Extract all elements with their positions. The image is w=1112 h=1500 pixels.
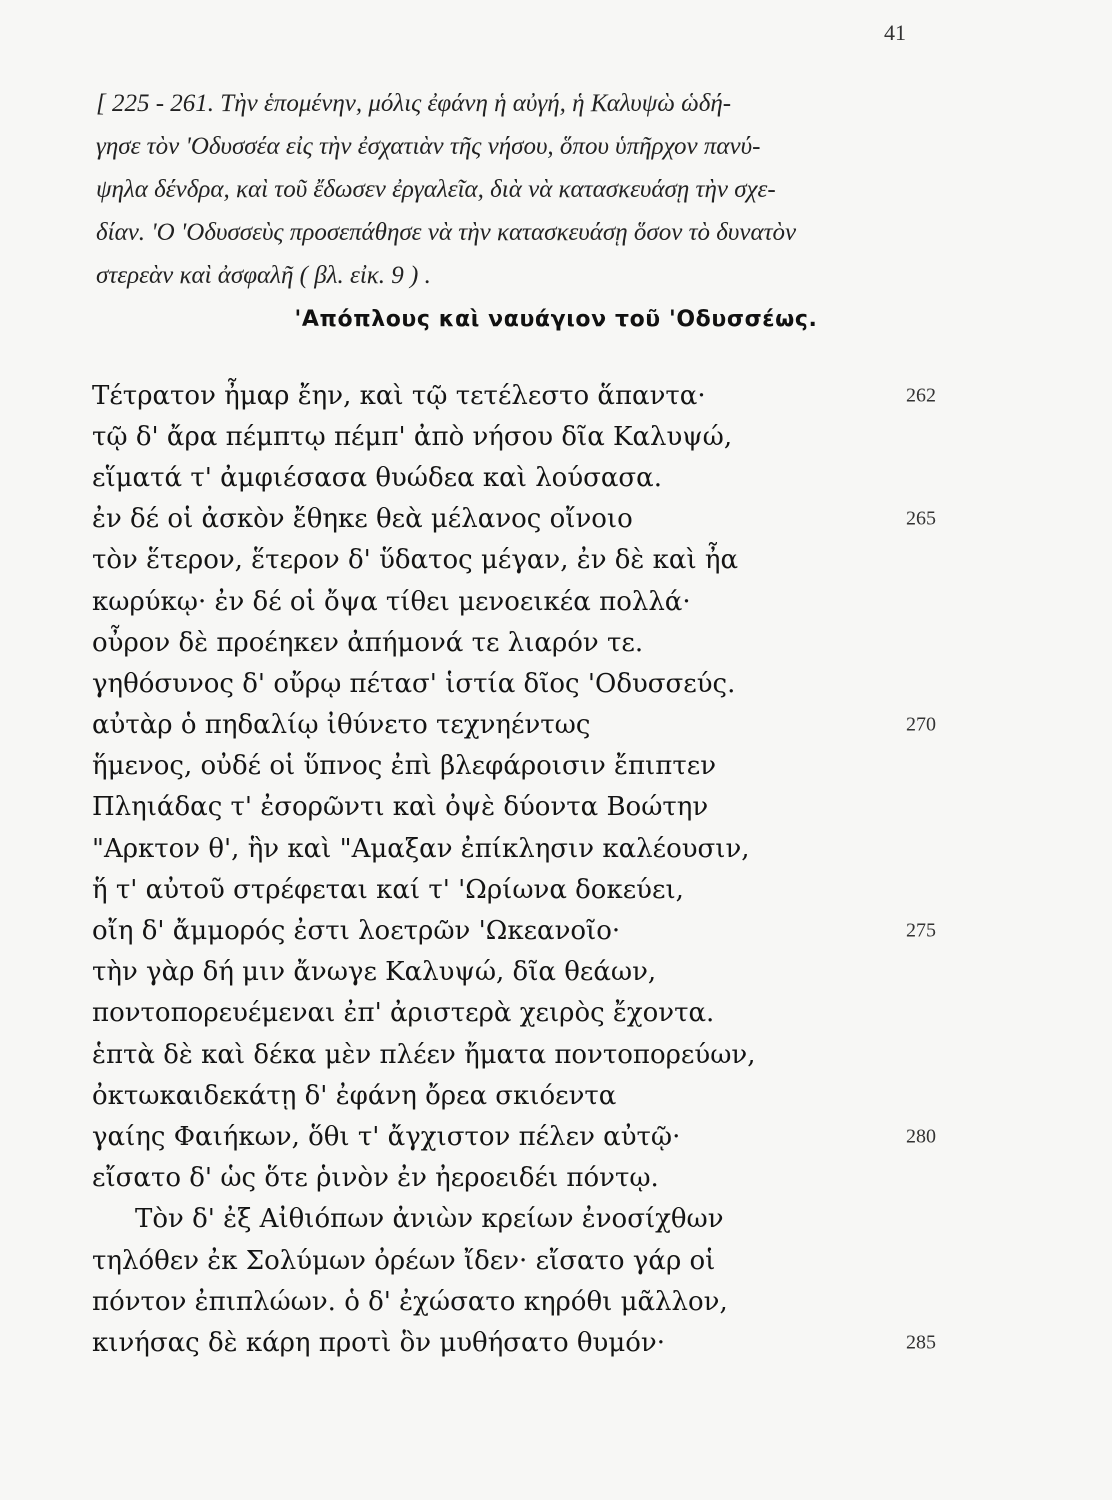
verse-line <box>92 1281 952 1322</box>
verse-text: τὸν ἕτερον, ἕτερον δ' ὕδατος μέγαν, ἐν δὲ καὶ ἦα <box>92 545 739 576</box>
verse-text: τὴν γὰρ δή μιν ἄνωγε Καλυψώ, δῖα θεάων, <box>92 957 657 988</box>
verse-line-number: 270 <box>906 713 936 736</box>
verse-text: αὐτὰρ ὁ πηδαλίῳ ἰθύνετο τεχνηέντως <box>92 710 591 741</box>
verse-line <box>92 1322 952 1363</box>
verse-line-number: 262 <box>906 384 936 407</box>
summary-line: ψηλα δένδρα, καὶ τοῦ ἔδωσεν ἐργαλεῖα, διὰ νὰ κατασκευάσῃ τὴν σχε- <box>96 176 776 203</box>
verse-text: ἑπτὰ δὲ καὶ δέκα μὲν πλέεν ἤματα ποντοπορεύων, <box>92 1039 756 1070</box>
verse-line <box>92 540 952 581</box>
verse-line <box>92 416 952 457</box>
verse-line-number: 285 <box>906 1331 936 1354</box>
verse-line <box>92 1034 952 1075</box>
summary-paragraph <box>96 82 936 297</box>
verse-text: πόντον ἐπιπλώων. ὁ δ' ἐχώσατο κηρόθι μᾶλλον, <box>92 1286 728 1317</box>
verse-line <box>92 622 952 663</box>
verse-text: ἥ τ' αὐτοῦ στρέφεται καί τ' 'Ωρίωνα δοκεύει, <box>92 874 684 905</box>
verse-line <box>92 581 952 622</box>
summary-line: γησε τὸν 'Οδυσσέα εἰς τὴν ἐσχατιὰν τῆς νήσου, ὅπου ὑπῆρχον πανύ- <box>96 133 761 160</box>
verse-block <box>92 375 952 1364</box>
verse-text: ποντοπορευέμεναι ἐπ' ἀριστερὰ χειρὸς ἔχοντα. <box>92 998 715 1029</box>
verse-line-number: 275 <box>906 919 936 942</box>
verse-line <box>92 1240 952 1281</box>
verse-text: Πληιάδας τ' ἐσορῶντι καὶ ὀψὲ δύοντα Βοώτην <box>92 792 709 823</box>
verse-text: γαίης Φαιήκων, ὅθι τ' ἄγχιστον πέλεν αὐτῷ· <box>92 1121 681 1152</box>
summary-line: στερεὰν καὶ ἀσφαλῆ ( βλ. εἰκ. 9 ) . <box>96 262 431 289</box>
verse-text: τηλόθεν ἐκ Σολύμων ὀρέων ἴδεν· εἴσατο γάρ οἱ <box>92 1245 716 1276</box>
verse-line <box>92 375 952 416</box>
verse-text: Τέτρατον ἦμαρ ἔην, καὶ τῷ τετέλεστο ἅπαντα· <box>92 380 706 411</box>
summary-line: δίαν. 'Ο 'Οδυσσεὺς προσεπάθησε νὰ τὴν κατασκευάσῃ ὅσον τὸ δυνατὸν <box>96 219 797 246</box>
page-number: 41 <box>884 20 906 45</box>
section-title: 'Απόπλους καὶ ναυάγιον τοῦ 'Οδυσσέως. <box>294 307 818 332</box>
verse-line <box>92 1116 952 1157</box>
verse-text: κωρύκῳ· ἐν δέ οἱ ὄψα τίθει μενοεικέα πολλά· <box>92 586 691 617</box>
verse-line <box>92 1199 952 1240</box>
verse-text: εἴσατο δ' ὡς ὅτε ῥινὸν ἐν ἠεροειδέι πόντῳ. <box>92 1163 659 1194</box>
verse-line-number: 280 <box>906 1125 936 1148</box>
verse-line <box>92 993 952 1034</box>
verse-text: ὀκτωκαιδεκάτῃ δ' ἐφάνη ὄρεα σκιόεντα <box>92 1080 617 1111</box>
summary-line: [ 225 - 261. Τὴν ἑπομένην, μόλις ἐφάνη ἡ αὐγή, ἡ Καλυψὼ ὡδή- <box>96 90 732 117</box>
verse-line <box>92 663 952 704</box>
verse-line-number: 265 <box>906 507 936 530</box>
verse-line <box>92 705 952 746</box>
verse-text: Τὸν δ' ἐξ Αἰθιόπων ἀνιὼν κρείων ἐνοσίχθων <box>135 1204 724 1235</box>
verse-line <box>92 869 952 910</box>
verse-text: γηθόσυνος δ' οὔρῳ πέτασ' ἱστία δῖος 'Οδυσσεύς. <box>92 668 736 699</box>
verse-text: κινήσας δὲ κάρη προτὶ ὃν μυθήσατο θυμόν· <box>92 1327 665 1358</box>
verse-line <box>92 910 952 951</box>
verse-text: τῷ δ' ἄρα πέμπτῳ πέμπ' ἀπὸ νήσου δῖα Καλυψώ, <box>92 421 733 452</box>
verse-text: "Αρκτον θ', ἣν καὶ "Αμαξαν ἐπίκλησιν καλέουσιν, <box>92 833 750 864</box>
verse-line <box>92 952 952 993</box>
verse-line <box>92 787 952 828</box>
verse-line <box>92 1158 952 1199</box>
verse-line <box>92 1075 952 1116</box>
verse-line <box>92 499 952 540</box>
verse-line <box>92 746 952 787</box>
verse-text: οἴη δ' ἄμμορός ἐστι λοετρῶν 'Ωκεανοῖο· <box>92 916 621 947</box>
verse-text: ἥμενος, οὐδέ οἱ ὕπνος ἐπὶ βλεφάροισιν ἔπιπτεν <box>92 751 716 782</box>
verse-text: ἐν δέ οἱ ἀσκὸν ἔθηκε θεὰ μέλανος οἴνοιο <box>92 504 633 535</box>
verse-text: οὖρον δὲ προέηκεν ἀπήμονά τε λιαρόν τε. <box>92 627 644 658</box>
verse-text: εἵματά τ' ἀμφιέσασα θυώδεα καὶ λούσασα. <box>92 462 663 493</box>
verse-line <box>92 457 952 498</box>
verse-line <box>92 828 952 869</box>
